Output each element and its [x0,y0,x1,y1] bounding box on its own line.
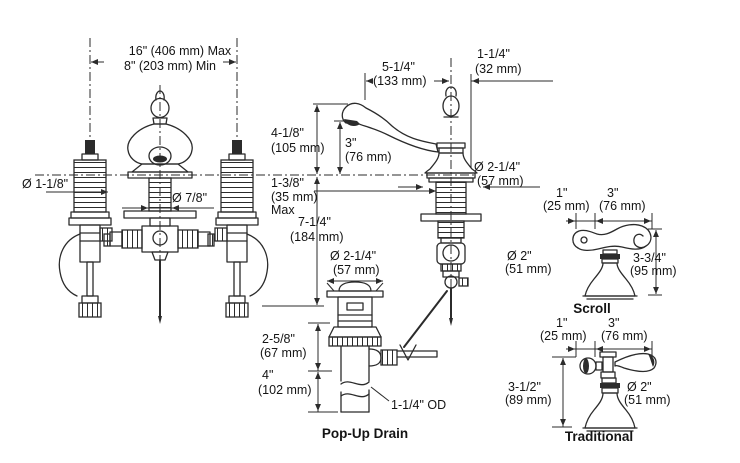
scroll-dia-mm-label: (51 mm) [505,262,552,276]
traditional-caption: Traditional [564,429,634,444]
drain-dia-mm-label: (57 mm) [333,263,380,277]
below-deck-mm-label: (184 mm) [290,230,344,244]
scroll-w2-in-label: 3" [607,186,619,200]
trad-w1-mm-label: (25 mm) [540,329,587,343]
finial-offset-mm-label: (32 mm) [475,62,522,76]
trad-w2-in-label: 3" [608,316,620,330]
trad-h-in-label: 3-1/2" [508,380,541,394]
spout-height-in-label: 4-1/8" [271,126,304,140]
scroll-caption: Scroll [573,301,611,316]
reach-in-label: 5-1/4" [382,60,415,74]
outlet-height-in-label: 3" [345,136,357,150]
popup-drain-caption: Pop-Up Drain [321,426,409,441]
faucet-side-view [342,87,481,360]
trad-w1-in-label: 1" [556,316,568,330]
tailpiece-mm-label: (102 mm) [258,383,312,397]
finial-offset-in-label: 1-1/4" [477,47,510,61]
trad-w2-mm-label: (76 mm) [601,329,648,343]
spout-height-mm-label: (105 mm) [271,141,325,155]
scroll-h-mm-label: (95 mm) [630,264,677,278]
drain-body-mm-label: (67 mm) [260,346,307,360]
deck-max-label: Max [271,203,295,217]
spread-max-label: 16" (406 mm) Max [128,44,232,58]
spread-min-label: 8" (203 mm) Min [124,59,216,73]
dimension-labels [22,44,677,412]
base-dia-mm-label: (57 mm) [477,174,524,188]
trad-h-mm-label: (89 mm) [505,393,552,407]
scroll-w1-mm-label: (25 mm) [543,199,590,213]
tailpiece-in-label: 4" [262,368,274,382]
popup-drain [327,282,397,412]
outlet-height-mm-label: (76 mm) [345,150,392,164]
deck-in-label: 1-3/8" [271,176,304,190]
scroll-w1-in-label: 1" [556,186,568,200]
base-dia-in-label: Ø 2-1/4" [474,160,521,174]
reach-mm-label: (133 mm) [373,74,427,88]
scroll-w2-mm-label: (76 mm) [599,199,646,213]
trad-dia-in-label: Ø 2" [627,380,652,394]
shank-dia-label: Ø 7/8" [172,191,208,205]
drain-dia-in-label: Ø 2-1/4" [330,249,377,263]
drain-body-in-label: 2-5/8" [262,332,295,346]
valve-dia-label: Ø 1-1/8" [22,177,69,191]
right-valve [215,38,268,317]
deck-mm-label: (35 mm) [271,190,318,204]
scroll-h-in-label: 3-3/4" [633,251,666,265]
trad-dia-mm-label: (51 mm) [624,393,671,407]
scroll-dia-in-label: Ø 2" [507,249,532,263]
tailpiece-od-label: 1-1/4" OD [391,398,447,412]
below-deck-in-label: 7-1/4" [298,215,331,229]
